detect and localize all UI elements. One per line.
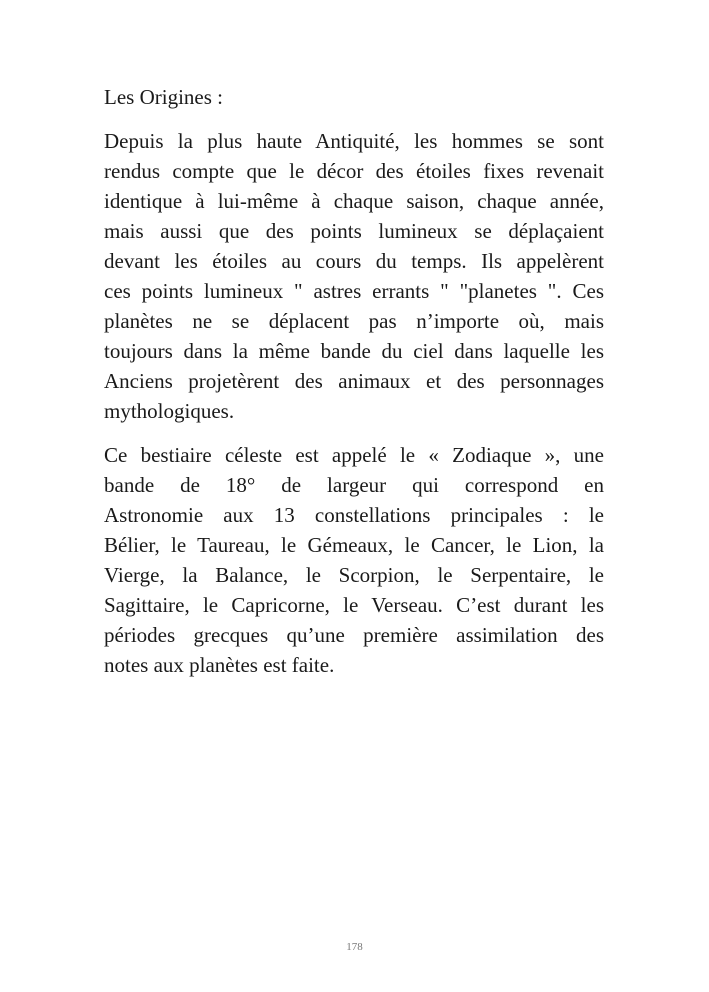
text-line: planètes ne se déplacent pas n’importe où, mais: [104, 309, 604, 333]
text-line: mais aussi que des points lumineux se déplaçaient: [104, 219, 604, 243]
text-line: ces points lumineux " astres errants " "planetes ". Ces: [104, 279, 604, 303]
text-line: périodes grecques qu’une première assimilation des: [104, 623, 604, 647]
text-line: notes aux planètes est faite.: [104, 653, 335, 677]
page-number: 178: [346, 941, 363, 953]
text-line: Sagittaire, le Capricorne, le Verseau. C’est durant les: [104, 593, 604, 617]
text-line: Bélier, le Taureau, le Gémeaux, le Cancer, le Lion, la: [104, 533, 604, 557]
section-heading: Les Origines :: [104, 85, 223, 109]
paragraph: [104, 440, 604, 680]
text-line: mythologiques.: [104, 399, 235, 423]
paragraph: [104, 126, 604, 426]
page-body: [104, 82, 604, 694]
text-line: devant les étoiles au cours du temps. Ils appelèrent: [104, 249, 604, 273]
text-line: Anciens projetèrent des animaux et des personnages: [104, 369, 604, 393]
text-line: Astronomie aux 13 constellations principales : le: [104, 503, 604, 527]
text-line: Depuis la plus haute Antiquité, les hommes se sont: [104, 129, 604, 153]
text-line: rendus compte que le décor des étoiles fixes revenait: [104, 159, 604, 183]
text-line: Vierge, la Balance, le Scorpion, le Serpentaire, le: [104, 563, 604, 587]
text-line: bande de 18° de largeur qui correspond en: [104, 473, 604, 497]
text-line: Ce bestiaire céleste est appelé le « Zodiaque », une: [104, 443, 604, 467]
text-line: identique à lui-même à chaque saison, chaque année,: [104, 189, 604, 213]
paragraphs-container: [104, 126, 604, 680]
text-line: toujours dans la même bande du ciel dans laquelle les: [104, 339, 604, 363]
